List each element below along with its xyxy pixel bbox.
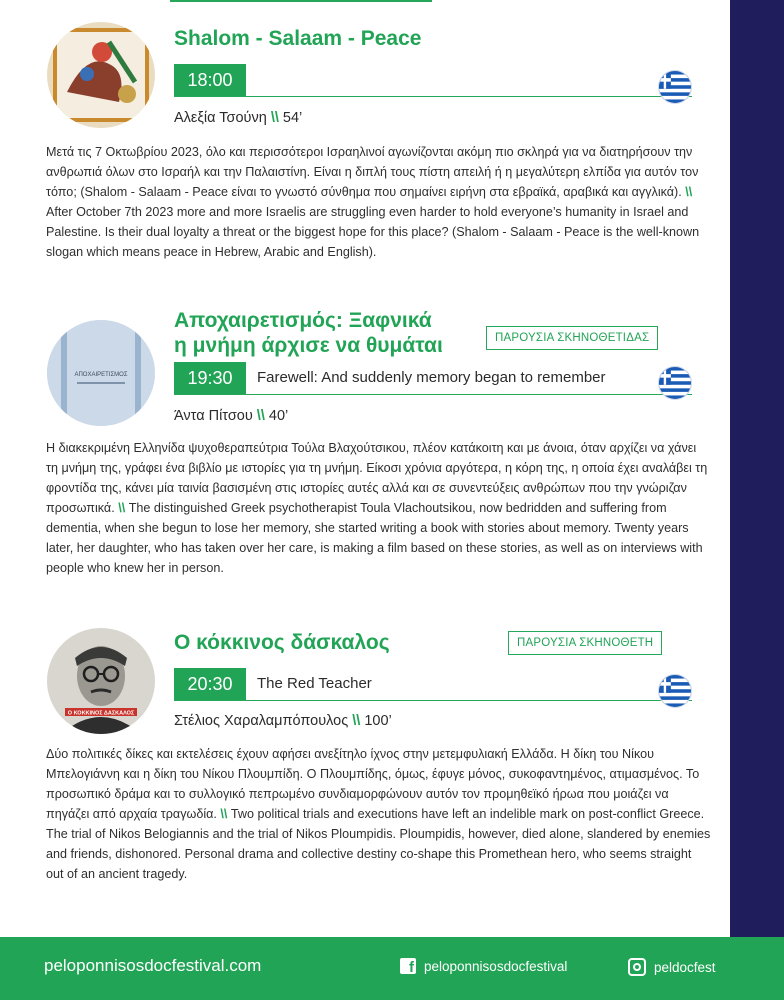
director-presence-badge: ΠΑΡΟΥΣΙΑ ΣΚΗΝΟΘΕΤΗ — [508, 631, 662, 655]
film-title: Shalom - Salaam - Peace — [174, 27, 422, 50]
director-credit — [174, 713, 392, 729]
film-title: Αποχαιρετισμός: Ξαφνικά η μνήμη άρχισε να θυμάται — [174, 309, 443, 357]
time-bar — [174, 362, 692, 395]
facebook-handle: peloponnisosdocfestival — [424, 958, 568, 974]
credit-separator: \\ — [352, 713, 361, 729]
greek-flag-icon — [658, 70, 692, 104]
film-description: Η διακεκριμένη Ελληνίδα ψυχοθεραπεύτρια Τούλα Βλαχούτσικου, πλέον κατάκοιτη και με άνοια, όταν αρχίζει να χάνει τη μνήμη της, γράφει ένα βιβλίο με ιστορίες για τη μνήμη. Είκοσι χρόνια αργότερα, η κόρη της, η οποία έχει αναλάβει τη φροντίδα της, κάνει μία ταινία βασισμένη στις ιστορίες αυτές αλλά και σε συνεντεύξεις ανθρώπων που την γνώριζαν προσωπικά. \\ The distinguished Greek psychotherapist Toula Vlachoutsikou, now bedridden and suffering from dementia, when she begun to lose her memory, she started writing a book with stories about memory. Twenty years later, her daughter, who has taken over her care, is making a film based on these stories, as well as on interviews with people who knew her in person. — [46, 441, 708, 575]
director-credit — [174, 408, 288, 424]
director-name: Στέλιος Χαραλαμπόπουλος — [174, 713, 349, 729]
greek-flag-icon — [658, 366, 692, 400]
time-bar — [174, 668, 692, 701]
film-poster-shalom — [47, 22, 155, 128]
film-poster-farewell — [47, 320, 155, 426]
instagram-icon — [628, 958, 646, 976]
director-name: Αλεξία Τσούνη — [174, 110, 267, 126]
credit-separator: \\ — [256, 408, 265, 424]
greek-flag-icon — [658, 674, 692, 708]
credit-separator: \\ — [270, 110, 279, 126]
time-bar — [174, 64, 692, 97]
website-link[interactable]: peloponnisosdocfestival.com — [44, 956, 262, 975]
top-divider — [170, 0, 432, 2]
instagram-link[interactable] — [628, 958, 716, 976]
facebook-icon — [400, 958, 416, 974]
poster-text: Ο ΚΟΚΚΙΝΟΣ ΔΑΣΚΑΛΟΣ — [67, 710, 135, 717]
film-title: Ο κόκκινος δάσκαλος — [174, 631, 390, 654]
duration: 40’ — [268, 408, 289, 424]
director-presence-badge: ΠΑΡΟΥΣΙΑ ΣΚΗΝΟΘΕΤΙΔΑΣ — [486, 326, 658, 350]
duration: 100’ — [364, 713, 392, 729]
screening-time: 20:30 — [174, 668, 246, 700]
film-description: Δύο πολιτικές δίκες και εκτελέσεις έχουν αφήσει ανεξίτηλο ίχνος στην μετεμφυλιακή Ελλάδα. Η δίκη του Νίκου Μπελογιάννη και η δίκη του Νίκου Πλουμπίδη. Ο Πλουμπίδης, όμως, έφυγε μόνος, συκοφαντημένος, ατιμασμένος. Το προσωπικό δράμα και το συλλογικό πεπρωμένο συνδιαμορφώνουν αυτόν τον προμηθεϊκό ήρωα που μοιάζει να πηγάζει από αρχαία τραγωδία. \\ Two political trials and executions have left an indelible mark on post-conflict Greece. The trial of Nikos Belogiannis and the trial of Nikos Ploumpidis. Ploumpidis, however, died alone, slandered by enemies and friends, dishonored. Personal drama and collective destiny co-shape this Promethean hero, who seems straight out of an ancient tragedy. — [46, 747, 711, 881]
english-title: Farewell: And suddenly memory began to remember — [257, 369, 606, 386]
film-description: Μετά τις 7 Οκτωβρίου 2023, όλο και περισσότεροι Ισραηλινοί αγωνίζονται ακόμη πιο σκληρά για να διατηρήσουν την ανθρωπιά όλων στο Ισραήλ και την Παλαιστίνη. Είναι η διπλή τους πίστη απειλή ή η μεγαλύτερη ελπίδα για αυτόν τον τόπο; (Shalom - Salaam - Peace είναι το γνωστό σύνθημα που σημαίνει ειρήνη στα εβραϊκά, αραβικά και αγγλικά). \\ After October 7th 2023 more and more Israelis are struggling even harder to hold everyone’s humanity in Israel and Palestine. Is their dual loyalty a threat or the biggest hope for this place? (Shalom - Salaam - Peace is the well-known slogan which means peace in Hebrew, Arabic and English). — [46, 145, 700, 259]
footer — [0, 937, 784, 1000]
facebook-link[interactable] — [400, 958, 567, 974]
english-title: The Red Teacher — [257, 675, 372, 692]
right-decorative-band — [730, 0, 784, 937]
screening-time: 18:00 — [174, 64, 246, 96]
instagram-handle: peldocfest — [654, 959, 716, 975]
director-credit — [174, 110, 302, 126]
film-poster-red-teacher — [47, 628, 155, 734]
poster-text: ΑΠΟΧΑΙΡΕΤΙΣΜΟΣ — [74, 372, 128, 378]
director-name: Άντα Πίτσου — [174, 408, 253, 424]
screening-time: 19:30 — [174, 362, 246, 394]
duration: 54’ — [282, 110, 303, 126]
